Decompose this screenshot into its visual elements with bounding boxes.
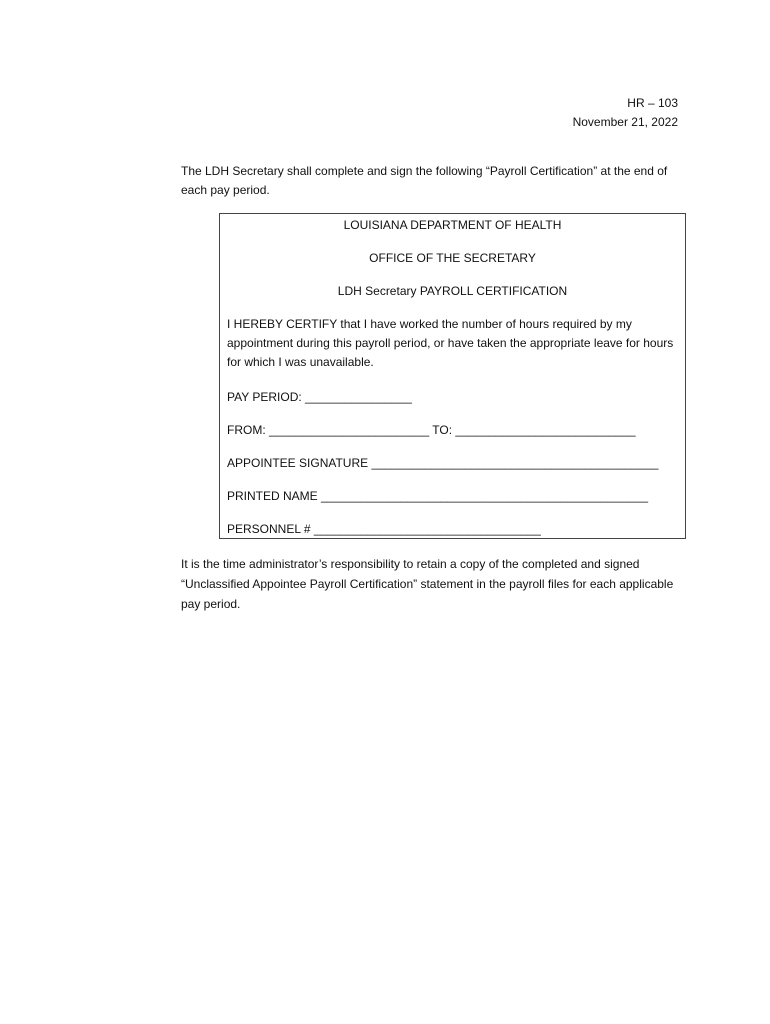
from-to-field: FROM: ________________________ TO: ___________________________ bbox=[227, 423, 636, 437]
certification-title: LDH Secretary PAYROLL CERTIFICATION bbox=[337, 284, 568, 298]
document-header bbox=[573, 94, 678, 132]
certification-statement: I HEREBY CERTIFY that I have worked the number of hours required by my appointment during this payroll period, or have taken the appropriate leave for hours for which I was unavailable. bbox=[227, 317, 674, 369]
document-date: November 21, 2022 bbox=[572, 115, 678, 129]
footer-paragraph: It is the time administrator’s responsibility to retain a copy of the completed and signed “Unclassified Appointee Payroll Certification” statement in the payroll files for each applicable pay period. bbox=[181, 557, 674, 611]
certification-office: OFFICE OF THE SECRETARY bbox=[369, 251, 536, 265]
intro-paragraph: The LDH Secretary shall complete and sign the following “Payroll Certification” at the end of each pay period. bbox=[181, 164, 668, 197]
document-number: HR – 103 bbox=[627, 96, 678, 110]
pay-period-field: PAY PERIOD: ________________ bbox=[227, 390, 412, 404]
certification-org: LOUISIANA DEPARTMENT OF HEALTH bbox=[343, 218, 562, 232]
appointee-signature-field: APPOINTEE SIGNATURE ___________________________________________ bbox=[227, 456, 659, 470]
printed-name-field: PRINTED NAME _________________________________________________ bbox=[227, 489, 649, 503]
payroll-certification-box bbox=[219, 213, 686, 539]
personnel-number-field: PERSONNEL # __________________________________ bbox=[227, 522, 541, 536]
